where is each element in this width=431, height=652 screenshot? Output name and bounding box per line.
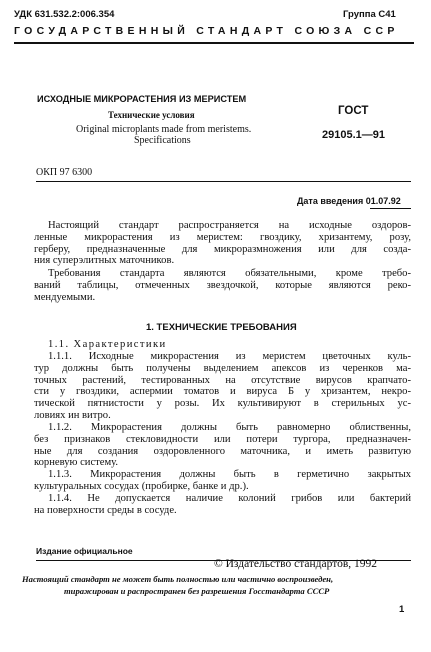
section-heading: 1. ТЕХНИЧЕСКИЕ ТРЕБОВАНИЯ: [146, 322, 297, 333]
text-line: сти у гвоздики, аспермии томатов и вируса Б у хризантем, некро-: [34, 386, 411, 398]
okp-rule: [36, 181, 411, 182]
group-code: Группа С41: [343, 9, 396, 20]
document-title: ИСХОДНЫЕ МИКРОРАСТЕНИЯ ИЗ МЕРИСТЕМ: [37, 94, 247, 104]
okp-code: ОКП 97 6300: [36, 167, 93, 178]
clause-1-1-1: [34, 351, 411, 422]
text-line: 1.1.1. Исходные микрорастения из меристем цветочных куль-: [48, 351, 411, 362]
text-line: ные для создания оздоровленного маточника, и иметь развитую: [34, 445, 411, 457]
reproduction-notice-line1: Настоящий стандарт не может быть полностью или частично воспроизведен,: [22, 574, 334, 584]
header-rule: [14, 42, 414, 44]
intro-paragraph-2: [34, 268, 411, 303]
text-line: тур должны быть получены выделением апексов из черенков ма-: [34, 362, 411, 374]
text-line: 1.1.4. Не допускается наличие колоний грибов или бактерий: [48, 493, 411, 504]
subsection-heading: 1.1. Характеристики: [48, 339, 167, 350]
text-line: герберу, предназначенные для микроразмножения или для созда-: [34, 243, 411, 255]
text-line: корневую систему.: [34, 457, 119, 469]
udc-code: УДК 631.532.2:006.354: [14, 9, 115, 20]
date-underline: [370, 208, 411, 209]
gost-label: ГОСТ: [338, 105, 369, 117]
text-line: ния суперэлитных маточников.: [34, 255, 175, 267]
page-number: 1: [399, 604, 405, 615]
copyright-line: © Издательство стандартов, 1992: [214, 558, 378, 570]
text-line: Требования стандарта являются обязательными, кроме требо-: [48, 268, 411, 279]
clause-1-1-4: [34, 493, 411, 517]
text-line: на поверхности среды в сосуде.: [34, 504, 177, 516]
clause-1-1-2: [34, 422, 411, 469]
intro-paragraph-1: [34, 220, 411, 267]
text-line: культуральных сосудах (пробирке, банке и др.).: [34, 480, 249, 492]
gost-number: 29105.1—91: [322, 129, 385, 141]
document-subtitle: Технические условия: [108, 110, 195, 120]
text-line: мендуемыми.: [34, 291, 96, 303]
introduction-date: Дата введения 01.07.92: [297, 196, 401, 206]
english-title-line1: Original microplants made from meristems.: [76, 124, 252, 135]
text-line: ваний таблицы, отмеченных звездочкой, которые являются реко-: [34, 279, 411, 291]
text-line: тической пятнистости у розы. Их культивируют в стерильных ус-: [34, 398, 411, 410]
clause-1-1-3: [34, 469, 411, 493]
reproduction-notice-line2: тиражирован и распространен без разрешения Госстандарта СССР: [64, 586, 330, 596]
text-line: 1.1.2. Микрорастения должны быть равномерно облиственны,: [48, 422, 411, 433]
text-line: ловиях ин витро.: [34, 409, 111, 421]
english-title-line2: Specifications: [134, 135, 191, 146]
organization-header: ГОСУДАРСТВЕННЫЙ СТАНДАРТ СОЮЗА ССР: [14, 25, 399, 37]
text-line: Настоящий стандарт распространяется на исходные оздоров-: [48, 220, 411, 231]
text-line: ленные микрорастения из меристем: гвоздику, хризантему, розу,: [34, 231, 411, 243]
text-line: точных растений, тестированных на отсутствие вирусов крапчато-: [34, 374, 411, 386]
official-edition-label: Издание официальное: [36, 546, 133, 556]
text-line: 1.1.3. Микрорастения должны быть в герметично закрытых: [48, 469, 411, 480]
text-line: без признаков стекловидности или потери тургора, предназначен-: [34, 433, 411, 445]
